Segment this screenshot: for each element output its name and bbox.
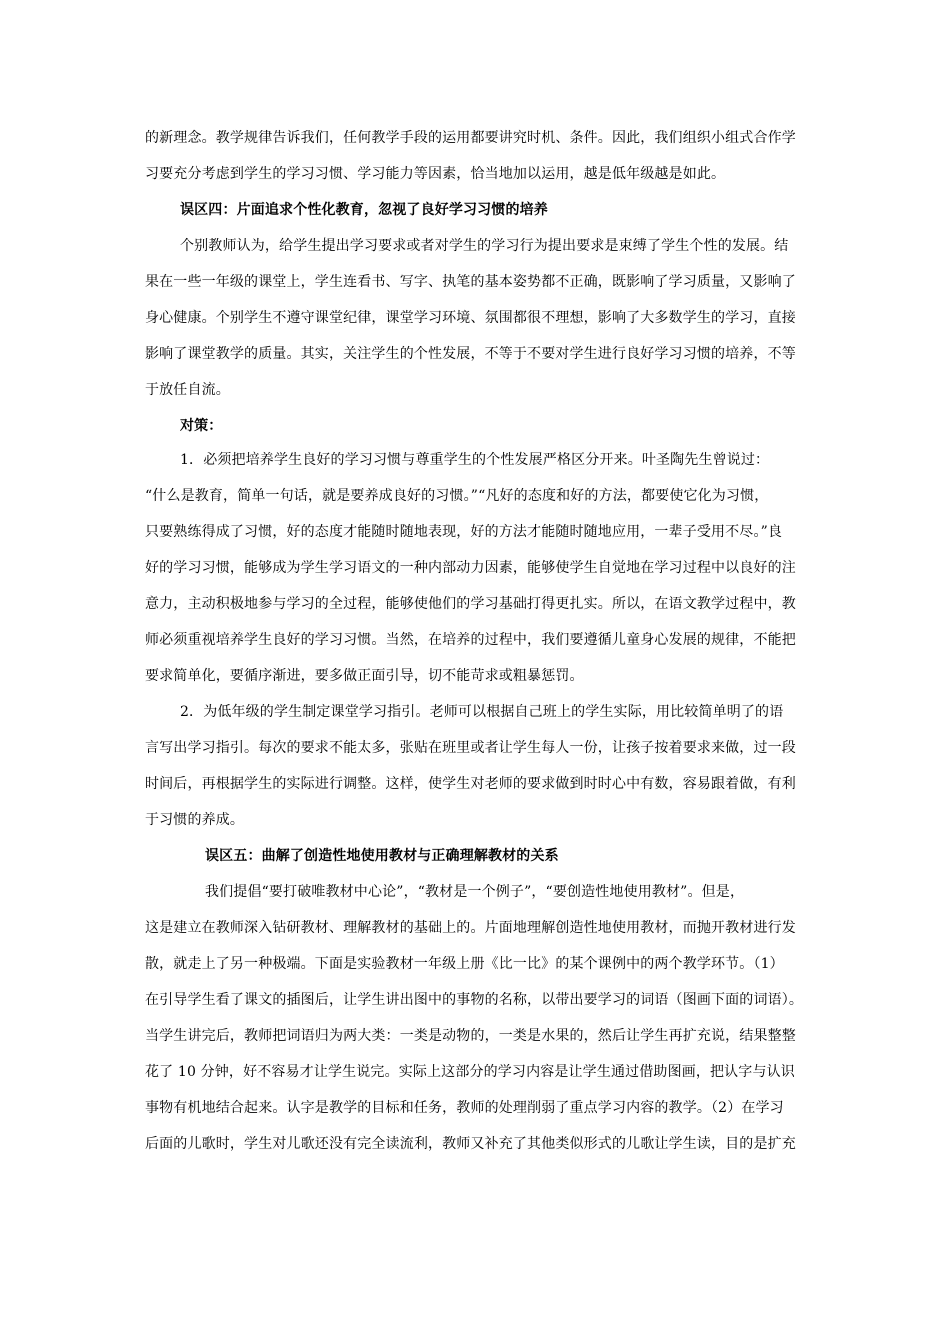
paragraph-line: 好的学习习惯，能够成为学生学习语文的一种内部动力因素，能够使学生自觉地在学习过程中以良好的注	[145, 560, 796, 576]
paragraph-line: 1．必须把培养学生良好的学习习惯与尊重学生的个性发展严格区分开来。叶圣陶先生曾说过：	[180, 452, 770, 468]
paragraph-line: 意力，主动积极地参与学习的全过程，能够使他们的学习基础打得更扎实。所以，在语文教学过程中，教	[145, 596, 796, 612]
paragraph-line: 2．为低年级的学生制定课堂学习指引。老师可以根据自己班上的学生实际，用比较简单明了的语	[180, 704, 784, 720]
paragraph-line: 花了 10 分钟，好不容易才让学生说完。实际上这部分的学习内容是让学生通过借助图画，把认字与认识	[145, 1064, 795, 1080]
paragraph-line: 这是建立在教师深入钻研教材、理解教材的基础上的。片面地理解创造性地使用教材，而抛开教材进行发	[145, 920, 796, 936]
paragraph-line: 要求简单化，要循序渐进，要多做正面引导，切不能苛求或粗暴惩罚。	[145, 668, 584, 684]
paragraph-line: 后面的儿歌时，学生对儿歌还没有完全读流利，教师又补充了其他类似形式的儿歌让学生读，目的是扩充	[145, 1136, 796, 1152]
paragraph-line: 师必须重视培养学生良好的学习习惯。当然，在培养的过程中，我们要遵循儿童身心发展的规律，不能把	[145, 632, 796, 648]
paragraph-line: 当学生讲完后，教师把词语归为两大类：一类是动物的，一类是水果的，然后让学生再扩充说，结果整整	[145, 1028, 796, 1044]
paragraph-line: 果在一些一年级的课堂上，学生连看书、写字、执笔的基本姿势都不正确，既影响了学习质量，又影响了	[145, 274, 796, 290]
paragraph-line: 散，就走上了另一种极端。下面是实验教材一年级上册《比一比》的某个课例中的两个教学环节。（1）	[145, 956, 784, 972]
paragraph-line: 我们提倡“要打破唯教材中心论”，“教材是一个例子”，“要创造性地使用教材”。但是，	[205, 884, 745, 900]
paragraph-line: 的新理念。教学规律告诉我们，任何教学手段的运用都要讲究时机、条件。因此，我们组织小组式合作学	[145, 130, 796, 146]
paragraph-line: 身心健康。个别学生不遵守课堂纪律，课堂学习环境、氛围都很不理想，影响了大多数学生的学习，直接	[145, 310, 796, 326]
section-heading-misconception-5: 误区五：曲解了创造性地使用教材与正确理解教材的关系	[205, 848, 559, 864]
paragraph-line: 事物有机地结合起来。认字是教学的目标和任务，教师的处理削弱了重点学习内容的教学。（2）在学习	[145, 1100, 784, 1116]
paragraph-line: 时间后，再根据学生的实际进行调整。这样，使学生对老师的要求做到时时心中有数，容易跟着做，有利	[145, 776, 796, 792]
paragraph-line: 于放任自流。	[145, 382, 230, 398]
section-heading-misconception-4: 误区四：片面追求个性化教育，忽视了良好学习习惯的培养	[180, 202, 548, 218]
paragraph-line: 在引导学生看了课文的插图后，让学生讲出图中的事物的名称，以带出要学习的词语（图画下面的词语）。	[145, 992, 804, 1008]
paragraph-line: 言写出学习指引。每次的要求不能太多，张贴在班里或者让学生每人一份，让孩子按着要求来做，过一段	[145, 740, 796, 756]
paragraph-line: 于习惯的养成。	[145, 812, 245, 828]
section-heading-countermeasures: 对策：	[180, 418, 223, 434]
paragraph-line: 习要充分考虑到学生的学习习惯、学习能力等因素，恰当地加以运用，越是低年级越是如此。	[145, 166, 726, 182]
paragraph-line: 个别教师认为，给学生提出学习要求或者对学生的学习行为提出要求是束缚了学生个性的发展。结	[180, 238, 789, 254]
paragraph-line: “什么是教育，简单一句话，就是要养成良好的习惯。”“凡好的态度和好的方法，都要使它化为习惯，	[145, 488, 769, 504]
paragraph-line: 影响了课堂教学的质量。其实，关注学生的个性发展，不等于不要对学生进行良好学习习惯的培养，不等	[145, 346, 796, 362]
paragraph-line: 只要熟练得成了习惯，好的态度才能随时随地表现，好的方法才能随时随地应用，一辈子受用不尽。”良	[145, 524, 783, 540]
